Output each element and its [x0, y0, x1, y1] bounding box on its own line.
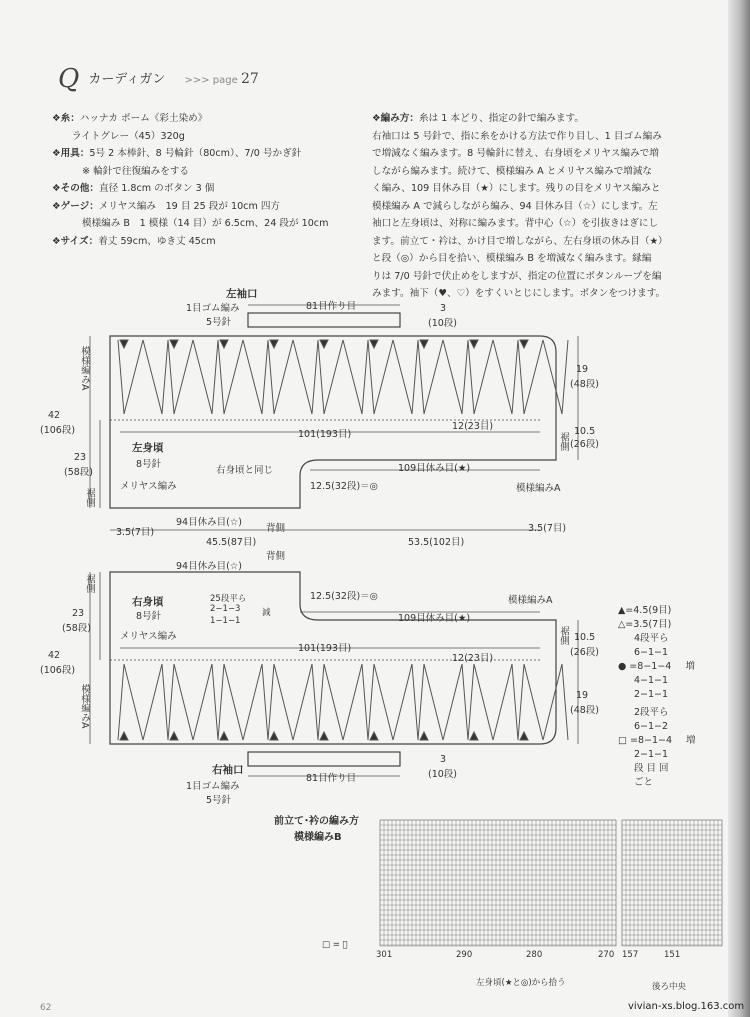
- right-cuff-rows: (10段): [428, 769, 458, 780]
- yarn-key: ❖糸：: [52, 113, 80, 124]
- chart-x-301: 301: [376, 950, 393, 960]
- left-cuff-rows: (10段): [428, 318, 458, 329]
- right-cuff-title: 右袖口: [212, 764, 244, 776]
- yarn-2: ライトグレー（45）320g: [72, 130, 185, 142]
- chart-b-grid: [370, 812, 730, 952]
- dim-left-gap: 3.5(7目): [116, 527, 155, 538]
- page-number: 62: [40, 1003, 52, 1013]
- triangle-marker: [170, 732, 178, 740]
- left-pattern-a-label: 模様編みA: [79, 346, 90, 391]
- legend-circle-3: 8−1−4: [637, 661, 672, 672]
- triangle-marker: [470, 340, 478, 348]
- triangle-marker: [120, 340, 128, 348]
- left-pick: 12.5(32段)＝◎: [310, 481, 378, 492]
- left-sleeve-rows: (48段): [570, 379, 600, 390]
- gauge-1: メリヤス編み 19 目 25 段が 10cm 四方: [98, 200, 281, 212]
- chart-center-back: 後ろ中央: [652, 982, 687, 992]
- gauge-2: 模様編み B 1 模様（14 目）が 6.5cm、24 段が 10cm: [82, 218, 329, 229]
- chart-key: □ = ⃞: [322, 940, 348, 950]
- left-cuff-rib: 1目ゴム編み: [186, 303, 240, 314]
- left-lower-rows: (58段): [64, 467, 94, 478]
- right-pattern-a-label: 模様編みA: [79, 684, 90, 729]
- right-inc-sts: 12(23目): [452, 653, 494, 664]
- right-mid-h: 10.5: [574, 632, 596, 643]
- tools-2: ※ 輪針で往復編みをする: [82, 165, 190, 177]
- left-cuff-needle: 5号針: [206, 317, 232, 328]
- left-same-as-right: 右身頃と同じ: [216, 465, 274, 476]
- triangle-marker: [120, 732, 128, 740]
- triangle-marker: [420, 340, 428, 348]
- chart-b-title: [274, 814, 359, 846]
- left-cuff-rib: [248, 313, 400, 327]
- chart-x-290: 290: [456, 950, 473, 960]
- right-pattern-a: 模様編みA: [508, 595, 553, 606]
- method-line: りは 7/0 号針で伏止めをしますが、指定の位置にボタンループを編: [372, 270, 662, 282]
- method-line: 模様編み A で減らしながら編み、94 目休み目（☆）にします。左: [372, 200, 658, 212]
- chart-grid-block: [622, 820, 722, 946]
- triangle-marker: [170, 340, 178, 348]
- left-side-label: 裾側: [558, 432, 569, 451]
- right-sleeve-h: 19: [576, 690, 589, 701]
- left-total-rows: (106段): [40, 425, 76, 436]
- right-dec-label: 減: [262, 608, 271, 618]
- legend-circle-row: [618, 660, 696, 674]
- right-width-sts: 101(193目): [298, 643, 352, 654]
- triangle-marker: [320, 340, 328, 348]
- method-line: 糸は 1 本どり、指定の針で編みます。: [418, 113, 584, 124]
- right-hem-side: 裾側: [84, 574, 95, 593]
- chart-grid-block: [380, 820, 616, 946]
- square-icon: □ =: [618, 735, 638, 746]
- right-back-center: 背側: [266, 551, 286, 562]
- legend-inc-a: 増: [685, 661, 695, 672]
- chart-x-280: 280: [526, 950, 543, 960]
- triangle-marker: [370, 340, 378, 348]
- chart-b-title-2: 模様編みB: [294, 832, 342, 843]
- zigzag-band: [118, 664, 568, 740]
- left-hem-side: 裾側: [84, 488, 95, 507]
- pattern-name: カーディガン: [88, 72, 166, 87]
- page-ref-number: 27: [240, 71, 259, 87]
- method-key: ❖編み方：: [372, 113, 419, 124]
- left-width-sts: 101(193目): [298, 429, 352, 440]
- left-cuff-h: 3: [440, 303, 447, 314]
- legend-inc-b: 増: [686, 735, 696, 746]
- legend-circle-1: 4段平ら: [634, 633, 669, 644]
- left-pattern-a: 模様編みA: [516, 483, 561, 494]
- method-line: で増減なく編みます。8 号輪針に替え、右身頃をメリヤス編みで増: [372, 148, 659, 159]
- right-dec-3: 1−1−1: [210, 616, 241, 626]
- triangle-marker: [420, 732, 428, 740]
- legend-circle-2: 6−1−1: [634, 647, 669, 658]
- method-line: しながら編みます。続けて、模様編み A とメリヤス編みで増減な: [372, 165, 652, 177]
- gauge-key: ❖ゲージ：: [52, 200, 99, 212]
- dim-right-gap: 3.5(7目): [528, 523, 567, 534]
- dim-width-right: 53.5(102目): [408, 537, 465, 548]
- chart-pickup: 左身頃(★と◎)から拾う: [476, 978, 566, 988]
- left-mid-rows: (26段): [570, 439, 600, 450]
- right-upper-h: 23: [72, 608, 85, 619]
- yarn-1: ハッナカ ポーム《彩土染め》: [79, 113, 208, 124]
- left-hold-back: 94目休み目(☆): [176, 517, 243, 528]
- right-sleeve-rows: (48段): [570, 705, 600, 716]
- left-inc-sts: 12(23目): [452, 421, 494, 432]
- left-hold-star: 109目休み目(★): [398, 463, 471, 474]
- right-body-needle: 8号針: [136, 611, 162, 622]
- legend-circle-4: 4−1−1: [634, 675, 669, 686]
- other-1: 直径 1.8cm のボタン 3 個: [98, 183, 215, 194]
- right-dec-2: 2−1−3: [210, 604, 241, 614]
- other-key: ❖その他：: [52, 183, 99, 194]
- legend-square-4: 2−1−1: [634, 749, 669, 760]
- right-total-rows: (106段): [40, 665, 76, 676]
- right-dec-1: 25段平ら: [210, 594, 247, 604]
- zigzag-band: [118, 340, 568, 414]
- left-lower-h: 23: [74, 452, 87, 463]
- left-total-h: 42: [48, 410, 61, 421]
- right-cast-on: 81目作り目: [306, 773, 357, 784]
- tools-1: 5号 2 本棒針、8 号輪針（80cm）、7/0 号かぎ針: [89, 148, 302, 159]
- method-line: 右袖口は 5 号針で、指に糸をかける方法で作り目し、1 目ゴム編み: [372, 130, 662, 142]
- shaping-legend: [618, 604, 696, 790]
- method-line: みます。袖下（♥、♡）をすくいとじにします。ボタンをつけます。: [372, 288, 666, 299]
- dim-width-left: 45.5(87目): [206, 537, 257, 548]
- right-cuff-rib: 1目ゴム編み: [186, 781, 240, 792]
- left-stockinette: メリヤス編み: [120, 481, 177, 492]
- left-back-center: 背側: [266, 523, 286, 534]
- pattern-letter: Q: [58, 64, 80, 94]
- right-mid-rows: (26段): [570, 647, 600, 658]
- triangle-marker: [370, 732, 378, 740]
- method-line: く編み、109 目休み目（★）にします。残りの目をメリヤス編みと: [372, 183, 661, 194]
- chart-x-151: 151: [664, 950, 681, 960]
- left-body-title: 左身頃: [132, 442, 164, 454]
- triangle-marker: [270, 732, 278, 740]
- legend-square-3: 8−1−4: [637, 735, 673, 746]
- right-cuff-rib: [248, 752, 400, 766]
- chart-x-270: 270: [598, 950, 615, 960]
- watermark: vivian-xs.blog.163.com: [628, 1001, 745, 1012]
- triangle-marker: [520, 340, 528, 348]
- left-body-needle: 8号針: [136, 459, 162, 470]
- right-side-label: 裾側: [558, 626, 569, 645]
- right-stockinette: メリヤス編み: [120, 631, 177, 642]
- legend-square-5: 段 目 回: [634, 763, 669, 774]
- method-line: ます。前立て・衿は、かけ目で増しながら、左右身頃の休み目（★）: [372, 235, 668, 247]
- left-cuff-title: 左袖口: [226, 288, 258, 300]
- right-total-h: 42: [48, 650, 61, 661]
- right-body-title: 右身頃: [132, 596, 164, 608]
- legend-square-1: 2段平ら: [634, 707, 669, 718]
- tools-key: ❖用具：: [52, 148, 90, 159]
- left-mid-h: 10.5: [574, 426, 596, 437]
- legend-circle-5: 2−1−1: [634, 689, 669, 700]
- method-line: 袖口と左身頃は、対称に編みます。背中心（☆）を引抜きはぎにし: [372, 218, 659, 229]
- right-cuff-h: 3: [440, 754, 447, 765]
- legend-open-tri: △=3.5(7目): [618, 619, 672, 630]
- right-hold-star: 109目休み目(★): [398, 613, 471, 624]
- right-upper-rows: (58段): [62, 623, 92, 634]
- triangle-marker: [520, 732, 528, 740]
- page-ref-prefix: >>> page: [184, 75, 238, 86]
- triangle-marker: [220, 340, 228, 348]
- legend-square-row: [618, 734, 696, 748]
- triangle-marker: [220, 732, 228, 740]
- triangle-marker: [270, 340, 278, 348]
- circle-icon: ● =: [618, 661, 638, 672]
- right-cuff-needle: 5号針: [206, 795, 232, 806]
- triangle-marker: [320, 732, 328, 740]
- size-1: 着丈 59cm、ゆき丈 45cm: [98, 235, 216, 247]
- right-hold-back: 94目休み目(☆): [176, 561, 243, 572]
- left-cast-on: 81目作り目: [306, 301, 357, 312]
- legend-square-2: 6−1−2: [634, 721, 669, 732]
- chart-b-title-1: 前立て･衿の編み方: [274, 816, 359, 827]
- method-line: と段（◎）から目を拾い、模様編み B を増減なく編みます。縁編: [372, 253, 652, 264]
- pattern-a-zigzags: [118, 340, 568, 740]
- left-sleeve-h: 19: [576, 364, 589, 375]
- chart-x-157: 157: [622, 950, 639, 960]
- triangle-marker: [470, 732, 478, 740]
- right-pick: 12.5(32段)＝◎: [310, 591, 378, 602]
- legend-filled-tri: ▲=4.5(9目): [618, 605, 672, 616]
- legend-square-6: ごと: [634, 777, 654, 788]
- size-key: ❖サイズ：: [52, 235, 99, 247]
